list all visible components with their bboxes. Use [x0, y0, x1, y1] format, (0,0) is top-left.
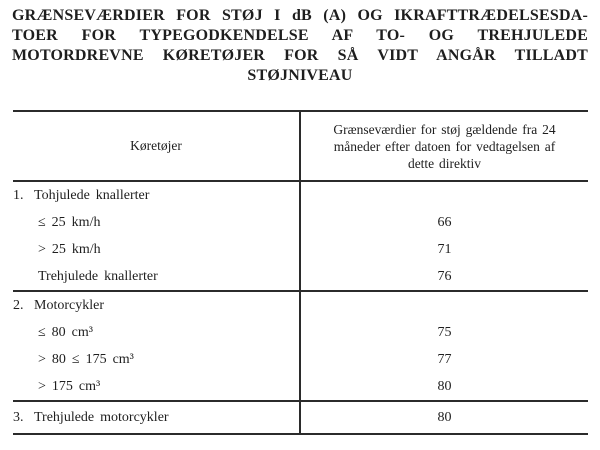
row-label: Trehjulede motorcykler: [34, 409, 169, 425]
row-label-cell: [13, 236, 300, 263]
row-label: > 175 cm³: [38, 378, 101, 394]
row-value: 66: [437, 214, 452, 230]
table-row: [13, 263, 588, 291]
row-value: 76: [437, 268, 452, 284]
column-header-limits-line: Grænseværdier for støj gældende fra 24: [333, 121, 556, 137]
row-value: 75: [437, 324, 452, 340]
column-header-limits-line: måneder efter datoen for vedtagelsen af: [333, 138, 556, 154]
row-value: 80: [437, 378, 452, 394]
row-label: Motorcykler: [34, 297, 104, 313]
document-title: [12, 6, 588, 86]
row-label: > 80 ≤ 175 cm³: [38, 351, 134, 367]
row-value: 77: [437, 351, 452, 367]
row-label: > 25 km/h: [38, 241, 101, 257]
row-label-cell: [13, 291, 300, 319]
row-label-cell: [13, 181, 300, 209]
row-label: ≤ 25 km/h: [38, 214, 101, 230]
row-label-cell: [13, 263, 300, 291]
column-header-vehicles-label: Køretøjer: [130, 138, 182, 153]
table-header-row: [13, 111, 588, 181]
row-number: 1.: [13, 187, 24, 203]
row-value: 80: [300, 401, 588, 434]
title-line: STØJNIVEAU: [247, 67, 353, 84]
title-line: GRÆNSEVÆRDIER FOR STØJ I dB (A) OG IKRAFTTRÆDELSESDA-: [12, 7, 588, 24]
row-label-cell: [13, 346, 300, 373]
row-number: 3.: [13, 409, 24, 425]
table-row: [13, 291, 588, 319]
table-row: [13, 181, 588, 209]
row-label: Trehjulede knallerter: [38, 268, 158, 284]
table-row: [13, 373, 588, 401]
row-label-cell: [13, 209, 300, 236]
column-header-limits-line: dette direktiv: [407, 155, 482, 171]
table-row: [13, 319, 588, 346]
title-line: MOTORDREVNE KØRETØJER FOR SÅ VIDT ANGÅR TILLADT: [12, 47, 588, 64]
noise-limits-table: [13, 110, 588, 435]
table-row: [13, 236, 588, 263]
title-line: TOER FOR TYPEGODKENDELSE AF TO- OG TREHJULEDE: [12, 27, 588, 44]
row-label-cell: [13, 401, 300, 434]
row-value: 71: [437, 241, 452, 257]
row-label-cell: [13, 373, 300, 401]
column-header-limits: [300, 111, 588, 181]
row-value: [300, 291, 588, 319]
table-row: [13, 209, 588, 236]
row-label-cell: [13, 319, 300, 346]
table-row: [13, 346, 588, 373]
table-row: [13, 401, 588, 434]
row-number: 2.: [13, 297, 24, 313]
row-label: Tohjulede knallerter: [34, 187, 150, 203]
column-header-vehicles: [13, 111, 300, 181]
row-value: [300, 181, 588, 209]
row-label: ≤ 80 cm³: [38, 324, 93, 340]
